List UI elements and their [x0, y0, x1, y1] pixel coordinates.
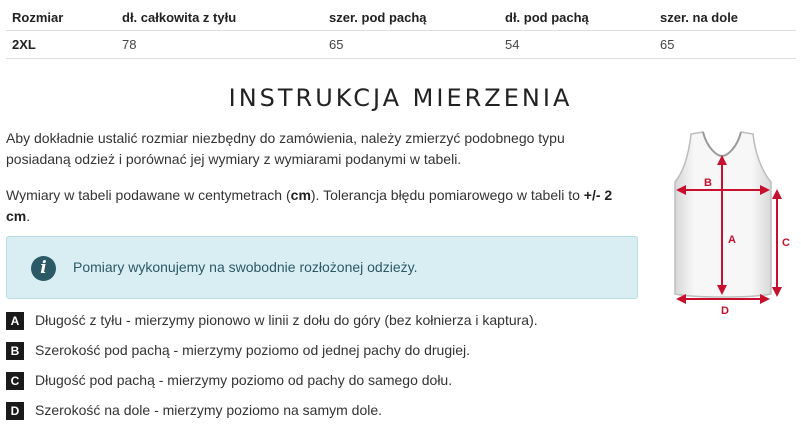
legend-badge-d: D [6, 402, 24, 420]
tank-top-diagram [665, 126, 795, 318]
measurement-legend [6, 310, 646, 430]
legend-text-c: Długość pod pachą - mierzymy poziomo od pachy do samego dołu. [35, 372, 453, 388]
table-cell-bottom-width: 65 [654, 30, 796, 58]
legend-item-d [6, 400, 646, 430]
size-table [6, 6, 796, 59]
table-cell-total-length: 78 [116, 30, 323, 58]
table-row [6, 30, 796, 58]
table-cell-size: 2XL [6, 30, 116, 58]
column-header-underarm-length: dł. pod pachą [499, 6, 654, 30]
legend-badge-b: B [6, 342, 24, 360]
table-cell-underarm-length: 54 [499, 30, 654, 58]
info-icon: i [31, 256, 56, 281]
legend-badge-c: C [6, 372, 24, 390]
page-title: INSTRUKCJA MIERZENIA [228, 84, 573, 112]
legend-text-d: Szerokość na dole - mierzymy poziomo na samym dole. [35, 402, 383, 418]
label-b: B [704, 177, 712, 189]
legend-item-b [6, 340, 646, 370]
label-a: A [728, 234, 736, 246]
legend-item-a [6, 310, 646, 340]
label-d: D [721, 305, 729, 317]
label-c: C [782, 237, 790, 249]
units-paragraph [6, 185, 616, 227]
intro-paragraph: Aby dokładnie ustalić rozmiar niezbędny do zamówienia, należy zmierzyć podobnego typu posiadaną odzież i porównać jej wymiary z wymiarami podanymi w tabeli. [6, 130, 565, 167]
units-text-middle: ). Tolerancja błędu pomiarowego w tabeli to [310, 187, 584, 203]
table-header-row [6, 6, 796, 30]
column-header-bottom-width: szer. na dole [654, 6, 796, 30]
unit-label: cm [290, 187, 311, 203]
column-header-size: Rozmiar [6, 6, 116, 30]
legend-text-a: Długość z tyłu - mierzymy pionowo w linii z dołu do góry (bez kołnierza i kaptura). [35, 312, 538, 328]
column-header-chest-width: szer. pod pachą [323, 6, 499, 30]
legend-text-b: Szerokość pod pachą - mierzymy poziomo od jednej pachy do drugiej. [35, 342, 471, 358]
table-cell-chest-width: 65 [323, 30, 499, 58]
tolerance-value: +/- 2 cm [6, 187, 613, 224]
units-text-before: Wymiary w tabeli podawane w centymetrach ( [6, 187, 291, 203]
units-text-after: . [26, 208, 31, 224]
column-header-total-length: dł. całkowita z tyłu [116, 6, 323, 30]
legend-item-c [6, 370, 646, 400]
info-box [6, 236, 638, 299]
legend-badge-a: A [6, 312, 24, 330]
info-text: Pomiary wykonujemy na swobodnie rozłożonej odzieży. [73, 259, 418, 275]
